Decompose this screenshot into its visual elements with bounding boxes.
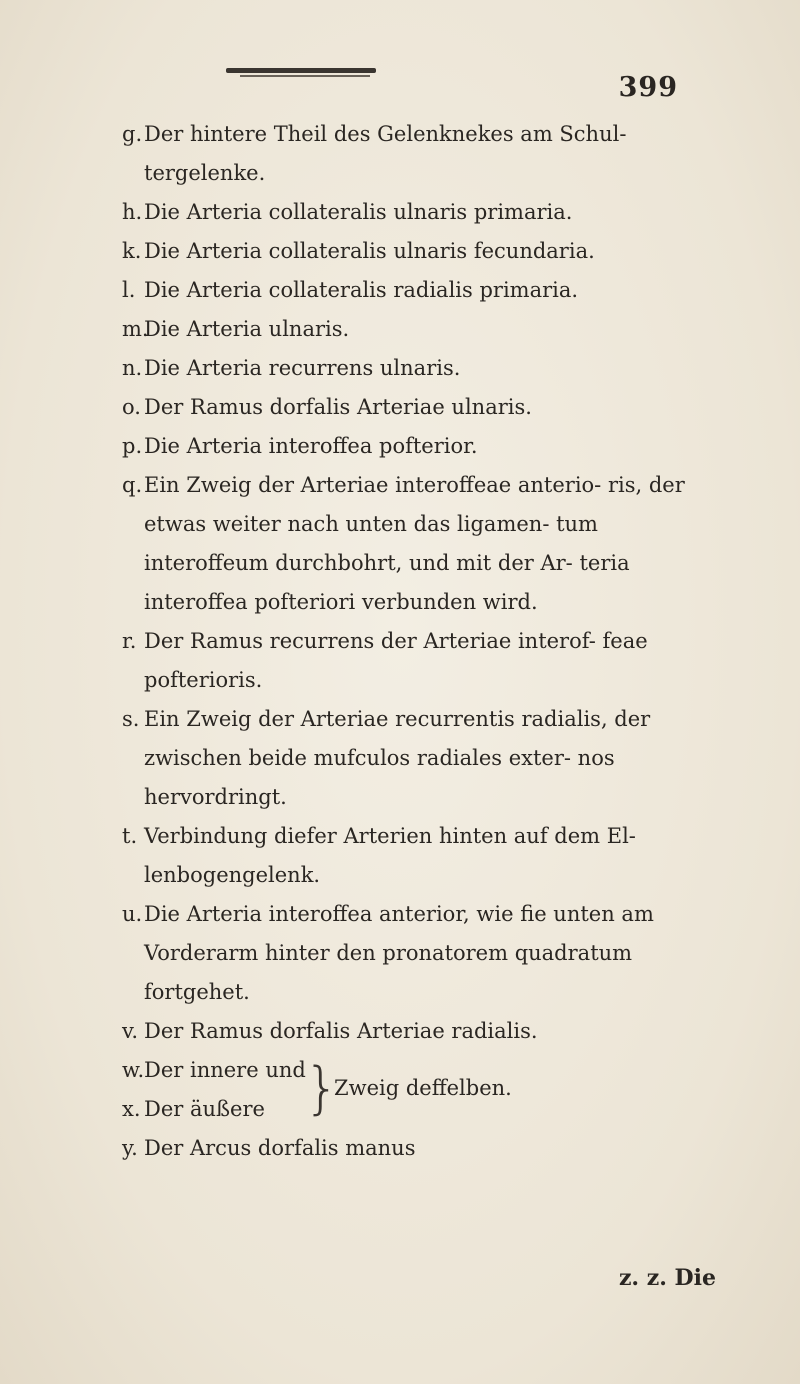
entry-letter: l. bbox=[122, 278, 136, 302]
entry-text: Der Ramus dorfalis Arteriae ulnaris. bbox=[144, 395, 532, 419]
entry-text: Die Arteria interoffea anterior, wie fie unten am Vorderarm hinter den pronatorem quadratum fortgehet. bbox=[144, 902, 654, 1004]
entry-letter: k. bbox=[122, 239, 142, 263]
legend-entry-m bbox=[122, 310, 722, 349]
entry-letter: r. bbox=[122, 629, 137, 653]
entry-text: Der innere und bbox=[144, 1058, 306, 1082]
entry-letter: h. bbox=[122, 200, 143, 224]
entry-text: Die Arteria ulnaris. bbox=[144, 317, 350, 341]
page-number: 399 bbox=[618, 72, 678, 103]
legend-entry-s bbox=[122, 700, 722, 817]
entry-text: Die Arteria collateralis ulnaris fecundaria. bbox=[144, 239, 595, 263]
brace-icon: } bbox=[304, 1056, 340, 1121]
entry-letter: u. bbox=[122, 902, 143, 926]
entry-letter: x. bbox=[122, 1097, 141, 1121]
entry-letter: y. bbox=[122, 1136, 138, 1160]
header-rule-thin bbox=[240, 75, 370, 77]
entry-letter: o. bbox=[122, 395, 141, 419]
entry-letter: p. bbox=[122, 434, 143, 458]
entry-text: Der Arcus dorfalis manus bbox=[144, 1136, 416, 1160]
legend-entry-k bbox=[122, 232, 722, 271]
entry-letter: m. bbox=[122, 317, 149, 341]
entry-letter: s. bbox=[122, 707, 140, 731]
entry-letter: w. bbox=[122, 1058, 145, 1082]
entry-text: Ein Zweig der Arteriae recurrentis radialis, der zwischen beide mufculos radiales exter- nos hervordringt. bbox=[144, 707, 651, 809]
legend-entry-n bbox=[122, 349, 722, 388]
entry-text: Die Arteria recurrens ulnaris. bbox=[144, 356, 461, 380]
entry-text: Ein Zweig der Arteriae interoffeae anterio- ris, der etwas weiter nach unten das ligamen- tum interoffeum durchbohrt, und mit der Ar- teria interoffea pofteriori verbunden wird. bbox=[144, 473, 685, 614]
legend-entry-u bbox=[122, 895, 722, 1012]
catchword: z. z. Die bbox=[618, 1265, 716, 1291]
legend-entry-t bbox=[122, 817, 722, 895]
legend-entry-p bbox=[122, 427, 722, 466]
legend-entries bbox=[122, 115, 722, 1168]
entry-text: Die Arteria collateralis ulnaris primaria. bbox=[144, 200, 573, 224]
entry-letter: t. bbox=[122, 824, 138, 848]
entry-text: Der Ramus dorfalis Arteriae radialis. bbox=[144, 1019, 538, 1043]
legend-entry-y bbox=[122, 1129, 722, 1168]
entry-text: Der Ramus recurrens der Arteriae interof- feae pofterioris. bbox=[144, 629, 648, 692]
legend-entry-v bbox=[122, 1012, 722, 1051]
header-rule bbox=[226, 68, 376, 73]
brace-shared-text: Zweig deffelben. bbox=[334, 1076, 512, 1100]
entry-letter: n. bbox=[122, 356, 143, 380]
entry-letter: v. bbox=[122, 1019, 139, 1043]
legend-entry-q bbox=[122, 466, 722, 622]
entry-letter: q. bbox=[122, 473, 143, 497]
entry-text: Verbindung diefer Arterien hinten auf dem El- lenbogengelenk. bbox=[144, 824, 636, 887]
entry-text: Die Arteria collateralis radialis primaria. bbox=[144, 278, 579, 302]
entry-text: Die Arteria interoffea pofterior. bbox=[144, 434, 478, 458]
legend-entry-h bbox=[122, 193, 722, 232]
entry-letter: g. bbox=[122, 122, 143, 146]
legend-entry-l bbox=[122, 271, 722, 310]
legend-entry-r bbox=[122, 622, 722, 700]
legend-brace-group bbox=[122, 1051, 722, 1129]
legend-entry-g bbox=[122, 115, 722, 193]
legend-entry-o bbox=[122, 388, 722, 427]
entry-text: Der hintere Theil des Gelenknekes am Schul- tergelenke. bbox=[144, 122, 627, 185]
entry-text: Der äußere bbox=[144, 1097, 265, 1121]
